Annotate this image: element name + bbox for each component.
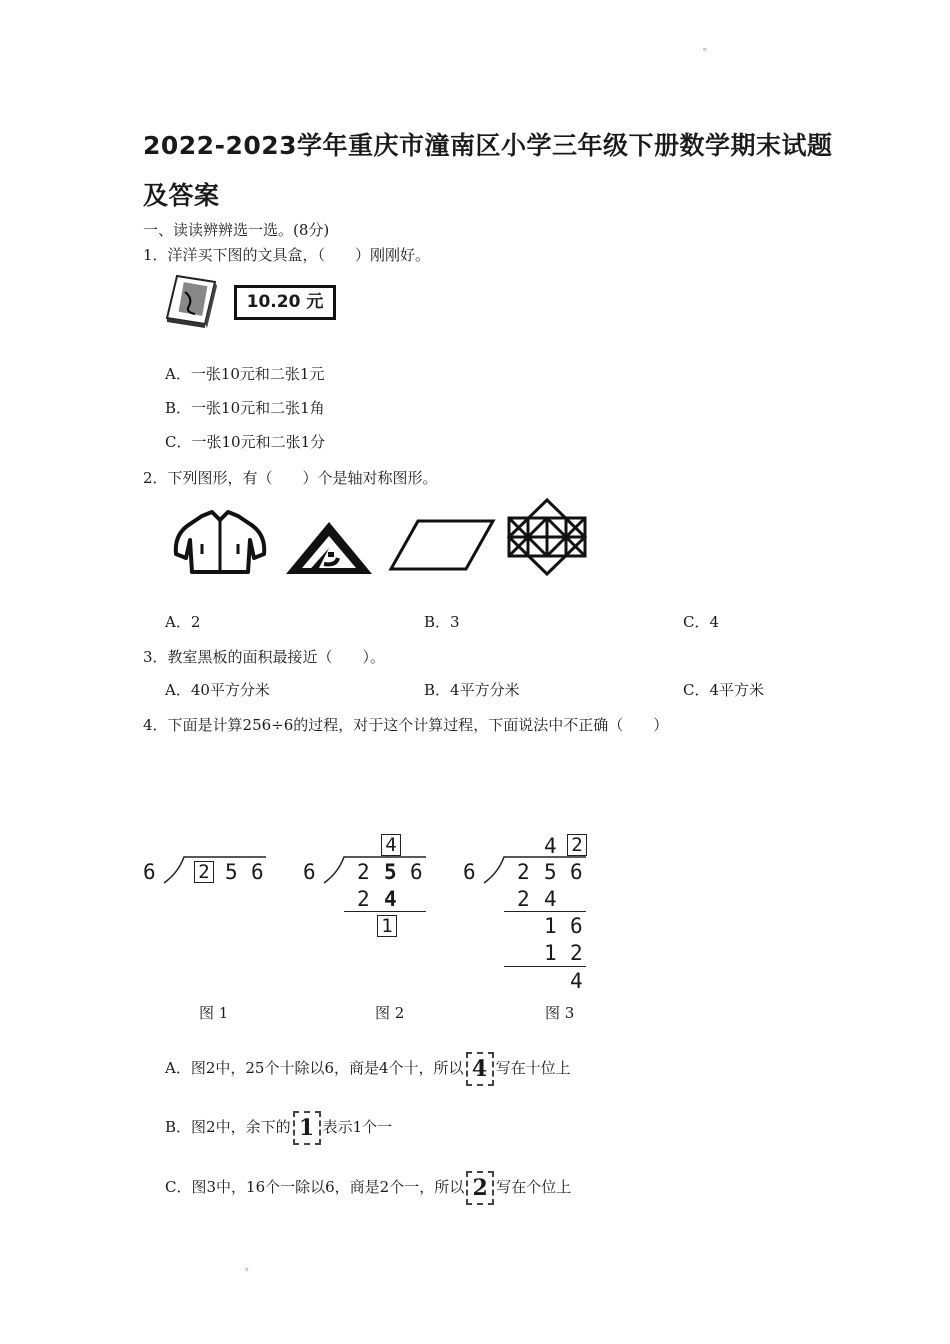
- fig3-caption: 图 3: [545, 1004, 575, 1022]
- fig1-boxed-digit: 2: [194, 861, 214, 883]
- fig3-divider-1: [504, 911, 586, 912]
- footer-dot: 。: [245, 1262, 255, 1273]
- fig3-remainder-2: 6: [570, 914, 583, 938]
- q4-option-b-tail: 表示1个一: [322, 1118, 393, 1136]
- q4-option-c[interactable]: [165, 1171, 571, 1205]
- question-2: 2．下列图形，有（ ）个是轴对称图形。: [143, 469, 438, 487]
- fig3-product-3: 1: [544, 941, 557, 965]
- fig3-remainder-1: 1: [544, 914, 557, 938]
- question-1: 1．洋洋买下图的文具盒，（ ）刚刚好。: [143, 246, 431, 264]
- pencil-box-icon: [165, 272, 220, 334]
- fig3-quotient-boxed: 2: [567, 834, 587, 856]
- q1-option-c[interactable]: C．一张10元和二张1分: [165, 433, 326, 451]
- page-title-line2: 及答案: [143, 181, 220, 210]
- q2-option-c[interactable]: C．4: [683, 613, 720, 631]
- fig1-digit-3: 6: [251, 860, 264, 884]
- parallelogram-icon: [388, 518, 496, 576]
- q4-option-c-tail: 写在个位上: [496, 1178, 572, 1196]
- fig3-divisor: 6: [463, 860, 476, 884]
- q4-option-b[interactable]: [165, 1111, 392, 1145]
- fig2-product-1: 2: [357, 887, 370, 911]
- fig3-product-4: 2: [570, 941, 583, 965]
- q3-option-a[interactable]: A．40平方分米: [165, 681, 270, 699]
- question-3: 3．教室黑板的面积最接近（ ）。: [143, 648, 386, 666]
- fig2-digit-3: 6: [410, 860, 423, 884]
- lattice-pattern-icon: [505, 498, 589, 580]
- fig3-final-remainder: 4: [570, 969, 583, 993]
- fig1-digit-2: 5: [225, 860, 238, 884]
- q4-option-b-boxed: 1: [293, 1111, 321, 1145]
- fig3-quotient-1: 4: [544, 834, 557, 858]
- q4-option-c-text: C．图3中，16个一除以6，商是2个一，所以: [165, 1178, 465, 1196]
- q1-option-b[interactable]: B．一张10元和二张1角: [165, 399, 325, 417]
- fig3-digit-3: 6: [570, 860, 583, 884]
- section-heading: 一、读读辨辨选一选。(8分): [143, 221, 330, 239]
- q2-option-a[interactable]: A．2: [165, 613, 201, 631]
- fig2-divider: [344, 911, 426, 912]
- price-tag: 10.20 元: [234, 285, 336, 320]
- fig2-quotient-boxed: 4: [381, 834, 401, 856]
- q2-option-b[interactable]: B．3: [424, 613, 460, 631]
- jacket-icon: [172, 510, 268, 580]
- fig3-product-1: 2: [517, 887, 530, 911]
- fig2-caption: 图 2: [375, 1004, 405, 1022]
- q4-option-a-tail: 写在十位上: [495, 1059, 571, 1077]
- q4-option-c-boxed: 2: [466, 1171, 494, 1205]
- q4-option-b-text: B．图2中，余下的: [165, 1118, 291, 1136]
- q3-option-c[interactable]: C．4平方米: [683, 681, 765, 699]
- fig3-digit-2: 5: [544, 860, 557, 884]
- q4-option-a-boxed: 4: [466, 1052, 494, 1086]
- triangle-logo-icon: [284, 520, 374, 580]
- page-title-line1: 2022-2023学年重庆市潼南区小学三年级下册数学期末试题: [143, 131, 833, 160]
- question-4: 4．下面是计算256÷6的过程，对于这个计算过程，下面说法中不正确（ ）: [143, 716, 669, 734]
- fig2-divisor: 6: [303, 860, 316, 884]
- fig1-caption: 图 1: [199, 1004, 229, 1022]
- q3-option-b[interactable]: B．4平方分米: [424, 681, 520, 699]
- q4-option-a[interactable]: [165, 1052, 571, 1086]
- fig2-remainder-boxed: 1: [377, 915, 397, 937]
- fig2-product-2: 4: [384, 887, 397, 911]
- fig3-digit-1: 2: [517, 860, 530, 884]
- corner-dot: 。: [703, 42, 713, 53]
- fig3-product-2: 4: [544, 887, 557, 911]
- fig2-digit-1: 2: [357, 860, 370, 884]
- fig1-divisor: 6: [143, 860, 156, 884]
- q4-option-a-text: A．图2中，25个十除以6，商是4个十，所以: [165, 1059, 464, 1077]
- fig2-digit-2: 5: [384, 860, 397, 884]
- q1-option-a[interactable]: A．一张10元和二张1元: [165, 365, 325, 383]
- fig3-divider-2: [504, 966, 586, 967]
